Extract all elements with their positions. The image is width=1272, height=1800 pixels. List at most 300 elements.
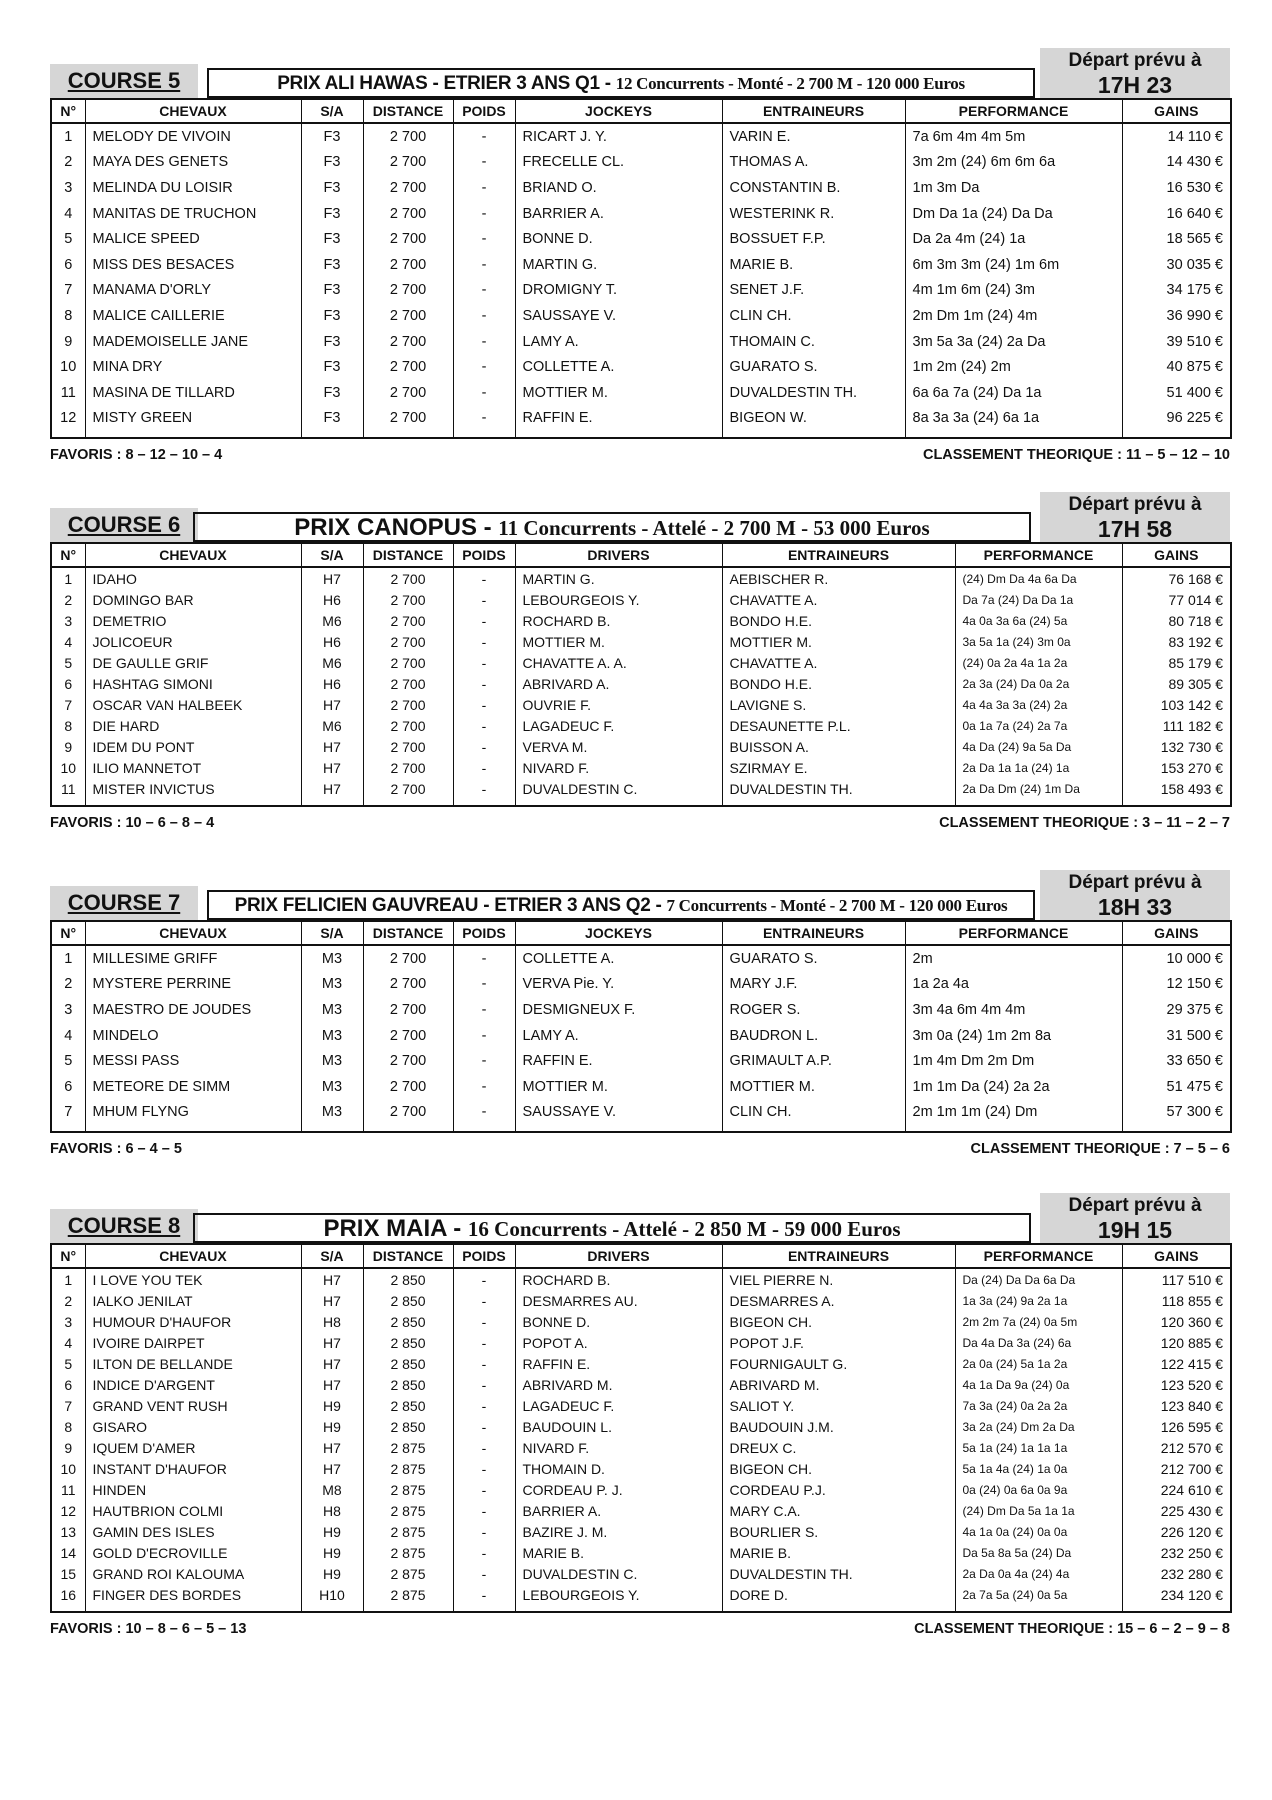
cell-distance: 2 700 [363,715,453,736]
cell-rider: MARTIN G. [515,567,722,589]
column-header-sex-age: S/A [301,99,363,123]
column-header-weight: POIDS [453,921,515,945]
table-row [51,226,1231,252]
cell-distance: 2 700 [363,329,453,355]
cell-weight: - [453,589,515,610]
cell-sex-age: H7 [301,1290,363,1311]
cell-num: 9 [51,329,85,355]
cell-distance: 2 700 [363,631,453,652]
cell-weight: - [453,673,515,694]
cell-weight: - [453,610,515,631]
race-name: PRIX FELICIEN GAUVREAU - ETRIER 3 ANS Q2 - [234,895,667,916]
cell-sex-age: F3 [301,123,363,150]
cell-horse: DIE HARD [85,715,301,736]
cell-num: 7 [51,1100,85,1133]
cell-distance: 2 700 [363,589,453,610]
cell-trainer: SZIRMAY E. [722,757,955,778]
cell-sex-age: H7 [301,757,363,778]
cell-num: 7 [51,278,85,304]
cell-num: 16 [51,1584,85,1612]
cell-num: 6 [51,1074,85,1100]
course-label: COURSE 7 [50,886,198,920]
cell-rider: LEBOURGEOIS Y. [515,589,722,610]
cell-distance: 2 700 [363,1100,453,1133]
table-row [51,972,1231,998]
cell-weight: - [453,945,515,972]
cell-sex-age: M6 [301,610,363,631]
column-header-weight: POIDS [453,1244,515,1268]
cell-performance: (24) Dm Da 5a 1a 1a [955,1500,1122,1521]
cell-performance: 2m [905,945,1122,972]
table-header-row [51,921,1231,945]
cell-horse: DEMETRIO [85,610,301,631]
cell-rider: LAMY A. [515,1023,722,1049]
cell-earnings: 39 510 € [1122,329,1231,355]
cell-earnings: 30 035 € [1122,252,1231,278]
cell-horse: MASINA DE TILLARD [85,380,301,406]
column-header-distance: DISTANCE [363,921,453,945]
cell-num: 2 [51,972,85,998]
table-row [51,1521,1231,1542]
cell-rider: ROCHARD B. [515,610,722,631]
cell-distance: 2 850 [363,1290,453,1311]
cell-earnings: 117 510 € [1122,1268,1231,1290]
departure-box [1040,48,1230,98]
cell-trainer: MARIE B. [722,1542,955,1563]
table-row [51,1332,1231,1353]
cell-trainer: BAUDOUIN J.M. [722,1416,955,1437]
cell-sex-age: H7 [301,1268,363,1290]
column-header-rider: JOCKEYS [515,921,722,945]
cell-num: 5 [51,652,85,673]
cell-horse: IQUEM D'AMER [85,1437,301,1458]
cell-weight: - [453,1100,515,1133]
cell-weight: - [453,778,515,806]
cell-num: 11 [51,380,85,406]
cell-earnings: 83 192 € [1122,631,1231,652]
cell-sex-age: F3 [301,380,363,406]
table-row [51,150,1231,176]
cell-num: 3 [51,610,85,631]
table-row [51,1268,1231,1290]
cell-rider: MOTTIER M. [515,1074,722,1100]
cell-weight: - [453,972,515,998]
cell-earnings: 14 430 € [1122,150,1231,176]
cell-performance: (24) Dm Da 4a 6a Da [955,567,1122,589]
cell-trainer: WESTERINK R. [722,201,905,227]
cell-performance: 3a 5a 1a (24) 3m 0a [955,631,1122,652]
cell-num: 3 [51,997,85,1023]
table-row [51,175,1231,201]
cell-sex-age: H7 [301,694,363,715]
table-row [51,252,1231,278]
cell-horse: GOLD D'ECROVILLE [85,1542,301,1563]
column-header-distance: DISTANCE [363,99,453,123]
cell-distance: 2 700 [363,252,453,278]
cell-trainer: AEBISCHER R. [722,567,955,589]
cell-horse: OSCAR VAN HALBEEK [85,694,301,715]
cell-distance: 2 700 [363,736,453,757]
cell-weight: - [453,1074,515,1100]
cell-performance: Da 4a Da 3a (24) 6a [955,1332,1122,1353]
cell-weight: - [453,1437,515,1458]
column-header-performance: PERFORMANCE [905,921,1122,945]
cell-sex-age: H9 [301,1542,363,1563]
cell-num: 14 [51,1542,85,1563]
cell-rider: COLLETTE A. [515,945,722,972]
course-title-box [207,68,1035,98]
cell-distance: 2 875 [363,1563,453,1584]
cell-performance: Da 7a (24) Da Da 1a [955,589,1122,610]
cell-rider: ROCHARD B. [515,1268,722,1290]
cell-rider: FRECELLE CL. [515,150,722,176]
cell-sex-age: M6 [301,652,363,673]
cell-horse: INSTANT D'HAUFOR [85,1458,301,1479]
cell-earnings: 226 120 € [1122,1521,1231,1542]
table-row [51,673,1231,694]
cell-horse: IDAHO [85,567,301,589]
table-row [51,736,1231,757]
table-row [51,1563,1231,1584]
cell-horse: MHUM FLYNG [85,1100,301,1133]
cell-earnings: 212 570 € [1122,1437,1231,1458]
cell-horse: IDEM DU PONT [85,736,301,757]
cell-earnings: 120 360 € [1122,1311,1231,1332]
cell-horse: HINDEN [85,1479,301,1500]
departure-label: Départ prévu à [1068,1195,1202,1216]
cell-rider: DROMIGNY T. [515,278,722,304]
cell-distance: 2 850 [363,1374,453,1395]
cell-trainer: BOSSUET F.P. [722,226,905,252]
column-header-performance: PERFORMANCE [955,1244,1122,1268]
cell-horse: MALICE CAILLERIE [85,303,301,329]
cell-trainer: CLIN CH. [722,1100,905,1133]
cell-sex-age: F3 [301,303,363,329]
cell-weight: - [453,997,515,1023]
cell-horse: GISARO [85,1416,301,1437]
cell-earnings: 76 168 € [1122,567,1231,589]
cell-performance: 1m 3m Da [905,175,1122,201]
cell-trainer: CORDEAU P.J. [722,1479,955,1500]
table-row [51,354,1231,380]
theoretical-ranking: CLASSEMENT THEORIQUE : 11 – 5 – 12 – 10 [922,447,1230,464]
cell-num: 9 [51,1437,85,1458]
cell-num: 4 [51,1023,85,1049]
cell-rider: LAMY A. [515,329,722,355]
cell-num: 6 [51,1374,85,1395]
cell-num: 2 [51,589,85,610]
cell-weight: - [453,1023,515,1049]
cell-trainer: BONDO H.E. [722,610,955,631]
cell-weight: - [453,736,515,757]
cell-weight: - [453,303,515,329]
cell-trainer: FOURNIGAULT G. [722,1353,955,1374]
table-row [51,1500,1231,1521]
cell-sex-age: H6 [301,673,363,694]
cell-sex-age: H8 [301,1500,363,1521]
cell-num: 8 [51,715,85,736]
cell-trainer: BOURLIER S. [722,1521,955,1542]
cell-weight: - [453,226,515,252]
cell-distance: 2 700 [363,278,453,304]
cell-performance: 6a 6a 7a (24) Da 1a [905,380,1122,406]
cell-num: 5 [51,1353,85,1374]
favorites: FAVORIS : 10 – 8 – 6 – 5 – 13 [50,1621,247,1637]
cell-distance: 2 700 [363,567,453,589]
column-header-sex-age: S/A [301,1244,363,1268]
column-header-earnings: GAINS [1122,921,1231,945]
cell-weight: - [453,123,515,150]
cell-distance: 2 700 [363,380,453,406]
cell-performance: 3a 2a (24) Dm 2a Da [955,1416,1122,1437]
cell-horse: MELINDA DU LOISIR [85,175,301,201]
column-header-horse: CHEVAUX [85,921,301,945]
cell-rider: RAFFIN E. [515,1353,722,1374]
cell-sex-age: M3 [301,972,363,998]
cell-earnings: 36 990 € [1122,303,1231,329]
cell-sex-age: H8 [301,1311,363,1332]
cell-num: 12 [51,1500,85,1521]
cell-sex-age: H6 [301,631,363,652]
table-row [51,1416,1231,1437]
cell-sex-age: M3 [301,945,363,972]
cell-distance: 2 850 [363,1416,453,1437]
cell-performance: 0a 1a 7a (24) 2a 7a [955,715,1122,736]
cell-rider: DESMARRES AU. [515,1290,722,1311]
column-header-earnings: GAINS [1122,1244,1231,1268]
cell-earnings: 158 493 € [1122,778,1231,806]
table-row [51,610,1231,631]
cell-rider: LAGADEUC F. [515,715,722,736]
cell-horse: DE GAULLE GRIF [85,652,301,673]
column-header-trainer: ENTRAINEURS [722,99,905,123]
cell-earnings: 18 565 € [1122,226,1231,252]
cell-rider: RAFFIN E. [515,406,722,439]
table-row [51,631,1231,652]
cell-distance: 2 700 [363,226,453,252]
cell-rider: OUVRIE F. [515,694,722,715]
cell-earnings: 225 430 € [1122,1500,1231,1521]
cell-sex-age: M3 [301,1100,363,1133]
cell-num: 7 [51,694,85,715]
cell-weight: - [453,150,515,176]
cell-earnings: 89 305 € [1122,673,1231,694]
cell-performance: Da (24) Da Da 6a Da [955,1268,1122,1290]
cell-num: 10 [51,354,85,380]
column-header-trainer: ENTRAINEURS [722,921,905,945]
cell-trainer: MOTTIER M. [722,1074,905,1100]
cell-distance: 2 850 [363,1332,453,1353]
course-7-section [50,870,1230,1159]
cell-rider: DESMIGNEUX F. [515,997,722,1023]
cell-trainer: DESAUNETTE P.L. [722,715,955,736]
cell-earnings: 132 730 € [1122,736,1231,757]
cell-performance: 0a (24) 0a 6a 0a 9a [955,1479,1122,1500]
cell-performance: 2m 1m 1m (24) Dm [905,1100,1122,1133]
cell-rider: ABRIVARD M. [515,1374,722,1395]
cell-trainer: DREUX C. [722,1437,955,1458]
cell-earnings: 85 179 € [1122,652,1231,673]
cell-num: 4 [51,1332,85,1353]
cell-rider: NIVARD F. [515,757,722,778]
cell-distance: 2 700 [363,757,453,778]
cell-performance: 3m 4a 6m 4m 4m [905,997,1122,1023]
column-header-num: N° [51,99,85,123]
cell-num: 12 [51,406,85,439]
cell-rider: BAZIRE J. M. [515,1521,722,1542]
cell-horse: GRAND ROI KALOUMA [85,1563,301,1584]
cell-sex-age: F3 [301,252,363,278]
table-row [51,1100,1231,1133]
table-row [51,1311,1231,1332]
race-name: PRIX CANOPUS - [294,514,499,541]
cell-trainer: MARY C.A. [722,1500,955,1521]
table-row [51,945,1231,972]
cell-horse: MILLESIME GRIFF [85,945,301,972]
table-row [51,329,1231,355]
cell-sex-age: F3 [301,201,363,227]
cell-horse: MYSTERE PERRINE [85,972,301,998]
cell-sex-age: H7 [301,1458,363,1479]
course-title-box [207,890,1035,920]
cell-sex-age: H9 [301,1563,363,1584]
cell-weight: - [453,567,515,589]
cell-performance: 2a Da 1a 1a (24) 1a [955,757,1122,778]
cell-trainer: BAUDRON L. [722,1023,905,1049]
cell-weight: - [453,329,515,355]
column-header-horse: CHEVAUX [85,99,301,123]
cell-weight: - [453,201,515,227]
cell-horse: HAUTBRION COLMI [85,1500,301,1521]
cell-performance: 3m 2m (24) 6m 6m 6a [905,150,1122,176]
cell-distance: 2 700 [363,303,453,329]
cell-earnings: 10 000 € [1122,945,1231,972]
table-row [51,278,1231,304]
departure-label: Départ prévu à [1068,872,1202,893]
departure-time: 17H 23 [1097,72,1173,98]
cell-earnings: 103 142 € [1122,694,1231,715]
cell-performance: 7a 3a (24) 0a 2a 2a [955,1395,1122,1416]
column-header-num: N° [51,1244,85,1268]
cell-weight: - [453,1500,515,1521]
cell-num: 8 [51,303,85,329]
table-row [51,757,1231,778]
cell-distance: 2 875 [363,1521,453,1542]
cell-performance: 2m Dm 1m (24) 4m [905,303,1122,329]
table-row [51,380,1231,406]
table-row [51,1023,1231,1049]
cell-rider: POPOT A. [515,1332,722,1353]
column-header-horse: CHEVAUX [85,543,301,567]
cell-sex-age: H7 [301,1353,363,1374]
runners-table [50,920,1232,1133]
cell-earnings: 96 225 € [1122,406,1231,439]
cell-rider: SAUSSAYE V. [515,1100,722,1133]
cell-performance: 1m 1m Da (24) 2a 2a [905,1074,1122,1100]
cell-earnings: 126 595 € [1122,1416,1231,1437]
course-label: COURSE 8 [50,1209,198,1243]
cell-horse: GRAND VENT RUSH [85,1395,301,1416]
cell-trainer: BUISSON A. [722,736,955,757]
cell-performance: Da 2a 4m (24) 1a [905,226,1122,252]
cell-num: 2 [51,1290,85,1311]
cell-weight: - [453,694,515,715]
cell-horse: MISS DES BESACES [85,252,301,278]
cell-sex-age: F3 [301,150,363,176]
cell-trainer: THOMAIN C. [722,329,905,355]
cell-weight: - [453,757,515,778]
departure-time: 17H 58 [1097,516,1173,542]
column-header-sex-age: S/A [301,543,363,567]
cell-sex-age: H7 [301,567,363,589]
cell-rider: CHAVATTE A. A. [515,652,722,673]
cell-distance: 2 850 [363,1311,453,1332]
cell-earnings: 31 500 € [1122,1023,1231,1049]
race-details: 11 Concurrents - Attelé - 2 700 M - 53 000 Euros [498,516,930,540]
cell-performance: 1m 2m (24) 2m [905,354,1122,380]
theoretical-ranking: CLASSEMENT THEORIQUE : 7 – 5 – 6 [970,1141,1230,1158]
cell-trainer: BIGEON CH. [722,1311,955,1332]
column-header-rider: JOCKEYS [515,99,722,123]
cell-num: 1 [51,123,85,150]
cell-weight: - [453,1584,515,1612]
cell-weight: - [453,1332,515,1353]
cell-trainer: BIGEON CH. [722,1458,955,1479]
cell-distance: 2 700 [363,945,453,972]
course-title-box [193,512,1031,542]
cell-weight: - [453,380,515,406]
race-details: 16 Concurrents - Attelé - 2 850 M - 59 000 Euros [467,1217,901,1241]
cell-horse: MALICE SPEED [85,226,301,252]
cell-weight: - [453,1048,515,1074]
departure-label: Départ prévu à [1068,494,1202,515]
table-row [51,1437,1231,1458]
column-header-rider: DRIVERS [515,1244,722,1268]
column-header-rider: DRIVERS [515,543,722,567]
table-row [51,1479,1231,1500]
cell-sex-age: H7 [301,736,363,757]
cell-horse: HASHTAG SIMONI [85,673,301,694]
cell-trainer: CLIN CH. [722,303,905,329]
cell-trainer: SALIOT Y. [722,1395,955,1416]
cell-distance: 2 875 [363,1500,453,1521]
column-header-earnings: GAINS [1122,543,1231,567]
cell-sex-age: H7 [301,778,363,806]
departure-label: Départ prévu à [1068,50,1202,71]
cell-num: 5 [51,226,85,252]
course-6-section [50,492,1230,833]
cell-horse: MINDELO [85,1023,301,1049]
cell-sex-age: M3 [301,1074,363,1100]
cell-earnings: 111 182 € [1122,715,1231,736]
table-row [51,1290,1231,1311]
cell-rider: SAUSSAYE V. [515,303,722,329]
cell-trainer: SENET J.F. [722,278,905,304]
cell-distance: 2 700 [363,778,453,806]
cell-trainer: BONDO H.E. [722,673,955,694]
cell-earnings: 120 885 € [1122,1332,1231,1353]
cell-performance: 1m 4m Dm 2m Dm [905,1048,1122,1074]
cell-earnings: 153 270 € [1122,757,1231,778]
cell-horse: GAMIN DES ISLES [85,1521,301,1542]
cell-num: 1 [51,567,85,589]
cell-trainer: CHAVATTE A. [722,589,955,610]
cell-performance: 3m 5a 3a (24) 2a Da [905,329,1122,355]
table-row [51,1048,1231,1074]
cell-trainer: ROGER S. [722,997,905,1023]
table-row [51,201,1231,227]
cell-performance: 8a 3a 3a (24) 6a 1a [905,406,1122,439]
